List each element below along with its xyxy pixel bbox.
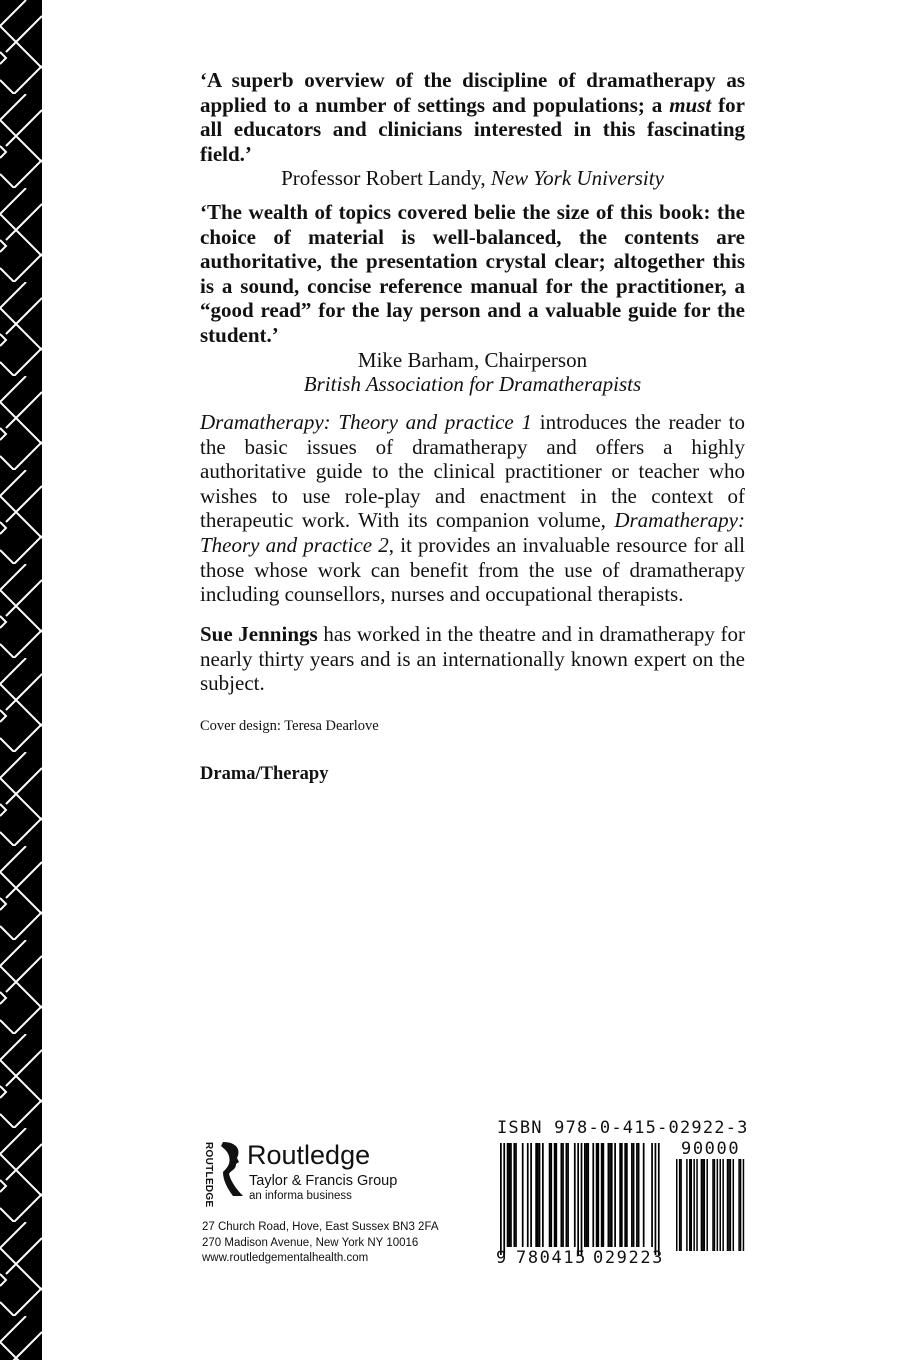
quote-text: ‘A superb overview of the discipline of dramatherapy as applied to a number of settings and populations; a — [200, 68, 745, 117]
publisher-logo-text: ROUTLEDGE — [203, 1142, 214, 1208]
barcode-bar — [655, 1143, 657, 1255]
barcode-bar — [691, 1159, 693, 1251]
routledge-logo-icon — [217, 1140, 245, 1198]
author-bio — [200, 622, 745, 696]
barcode-bar — [609, 1143, 611, 1247]
barcode-bar — [614, 1143, 616, 1247]
address-line: 270 Madison Avenue, New York NY 10016 — [202, 1236, 419, 1249]
barcode-bar — [535, 1143, 537, 1247]
barcode-bar — [601, 1143, 603, 1247]
quote-affiliation: New York University — [490, 166, 664, 191]
barcode-bar — [510, 1143, 512, 1247]
description-text: , it provides an invaluable resource for all those whose work can benefit from the use of dramatherapy including counsellors, nurses and occupational therapists. — [200, 532, 746, 607]
barcode-bar — [503, 1143, 505, 1255]
decorative-border — [0, 0, 42, 1360]
barcode-bar — [592, 1143, 594, 1247]
barcode-bar — [574, 1143, 576, 1247]
barcode-bar — [587, 1143, 589, 1247]
barcode-bar — [508, 1143, 510, 1247]
barcode-bar — [608, 1143, 610, 1247]
author-bio-text: has worked in the theatre and in dramatherapy for nearly thirty years and is an internationally known expert on the subject. — [200, 622, 746, 696]
barcode-bar — [602, 1143, 604, 1247]
address-line: 27 Church Road, Hove, East Sussex BN3 2FA — [202, 1221, 439, 1233]
barcode-bar — [581, 1143, 583, 1255]
barcode-bar — [693, 1159, 695, 1251]
barcode-bar — [577, 1143, 579, 1255]
barcode-bar — [651, 1143, 653, 1247]
barcode-bar — [680, 1159, 682, 1251]
barcode-bar — [638, 1143, 640, 1247]
quote-affiliation: British Association for Dramatherapists — [303, 372, 642, 397]
quote-2 — [200, 200, 745, 397]
barcode-bar — [722, 1159, 724, 1251]
publisher-group: Taylor & Francis Group — [249, 1173, 398, 1189]
publisher-address — [202, 1220, 439, 1267]
companion-title: Dramatherapy: Theory and practice 2 — [200, 508, 745, 557]
barcode-bar — [527, 1143, 529, 1247]
barcode-digit-first: 9 — [496, 1248, 507, 1268]
barcode-bar — [567, 1143, 569, 1247]
barcode-bar — [500, 1143, 502, 1255]
barcode-bar — [743, 1159, 745, 1251]
barcode-bar — [720, 1159, 722, 1251]
isbn-label: ISBN 978-0-415-02922-3 — [497, 1118, 749, 1138]
publisher-name: Routledge — [247, 1140, 371, 1170]
barcode-bar — [584, 1143, 586, 1247]
category-label: Drama/Therapy — [200, 764, 329, 784]
barcode-bar — [539, 1143, 541, 1247]
barcode-bar — [730, 1159, 732, 1251]
barcode-bar — [689, 1159, 691, 1251]
barcode-digits-left: 780415 — [516, 1248, 588, 1268]
price-addon-digits: 90000 — [681, 1139, 741, 1159]
quote-author: Professor Robert Landy, — [281, 166, 491, 191]
quote-emphasis: must — [669, 92, 712, 117]
publisher-logo — [203, 1140, 403, 1208]
barcode-bar — [537, 1143, 539, 1247]
barcode-bar — [596, 1143, 598, 1247]
barcode-bar — [714, 1159, 716, 1251]
barcode-bar — [727, 1159, 729, 1251]
barcode-digits-right: 029223 — [593, 1248, 665, 1268]
barcode-bar — [704, 1159, 706, 1251]
barcode-bar — [513, 1143, 515, 1247]
barcode-bar — [658, 1143, 660, 1255]
barcode-bar — [738, 1159, 740, 1251]
barcode-bar — [702, 1159, 704, 1251]
barcode-bar — [619, 1143, 621, 1247]
barcode-bar — [626, 1143, 628, 1247]
barcode-ean13 — [500, 1143, 670, 1258]
barcode-bar — [717, 1159, 719, 1251]
barcode-bar — [562, 1143, 564, 1247]
barcode-bar — [728, 1159, 730, 1251]
author-name: Sue Jennings — [200, 622, 318, 646]
description — [200, 410, 745, 607]
barcode-bar — [676, 1159, 678, 1251]
barcode-bar — [624, 1143, 626, 1247]
publisher-tagline: an informa business — [249, 1190, 352, 1202]
barcode-bar — [740, 1159, 742, 1251]
barcode-bar — [550, 1143, 552, 1247]
barcode-bar — [621, 1143, 623, 1247]
barcode-bar — [712, 1159, 714, 1251]
book-title: Dramatherapy: Theory and practice 1 — [200, 410, 533, 434]
barcode-bar — [555, 1143, 557, 1247]
barcode-bar — [636, 1143, 638, 1247]
barcode-bar — [554, 1143, 556, 1247]
barcode-bar — [611, 1143, 613, 1247]
barcode-bar — [549, 1143, 551, 1247]
quote-1 — [200, 68, 745, 191]
cover-design-credit: Cover design: Teresa Dearlove — [200, 718, 379, 734]
barcode-bar — [586, 1143, 588, 1247]
barcode-bar — [631, 1143, 633, 1247]
barcode-bar — [686, 1159, 688, 1251]
barcode-bar — [566, 1143, 568, 1247]
barcode-bar — [542, 1143, 544, 1247]
barcode-bar — [706, 1159, 708, 1251]
barcode-bar — [701, 1159, 703, 1251]
website-link: www.routledgementalhealth.com — [202, 1252, 369, 1264]
barcode-bar — [633, 1143, 635, 1247]
barcode-bar — [560, 1143, 562, 1247]
barcode-bar — [507, 1143, 509, 1247]
barcode-bar — [530, 1143, 532, 1247]
barcode-addon — [676, 1159, 748, 1259]
quote-text: ‘The wealth of topics covered belie the size of this book: the choice of material is well-balanced, the contents are authoritative, the presentation crystal clear; altogether this is a sound, concise reference manual for the practitioner, a “good read” for the lay person and a valuable guide for the student.’ — [200, 200, 745, 347]
barcode-bar — [696, 1159, 698, 1251]
barcode-bar — [522, 1143, 524, 1247]
quote-author: Mike Barham, Chairperson — [357, 347, 588, 372]
quote-text: for all educators and clinicians interested in this fascinating field.’ — [200, 92, 745, 166]
barcode-bar — [597, 1143, 599, 1247]
description-text: introduces the reader to the basic issues of dramatherapy and offers a highly authoritative guide to the clinical practitioner or teacher who wishes to use role-play and enactment in the context of therapeutic work. With its companion volume, — [200, 410, 745, 533]
barcode-bar — [515, 1143, 517, 1247]
barcode-bar — [679, 1159, 681, 1251]
barcode-bar — [733, 1159, 735, 1251]
barcode-bar — [643, 1143, 645, 1247]
